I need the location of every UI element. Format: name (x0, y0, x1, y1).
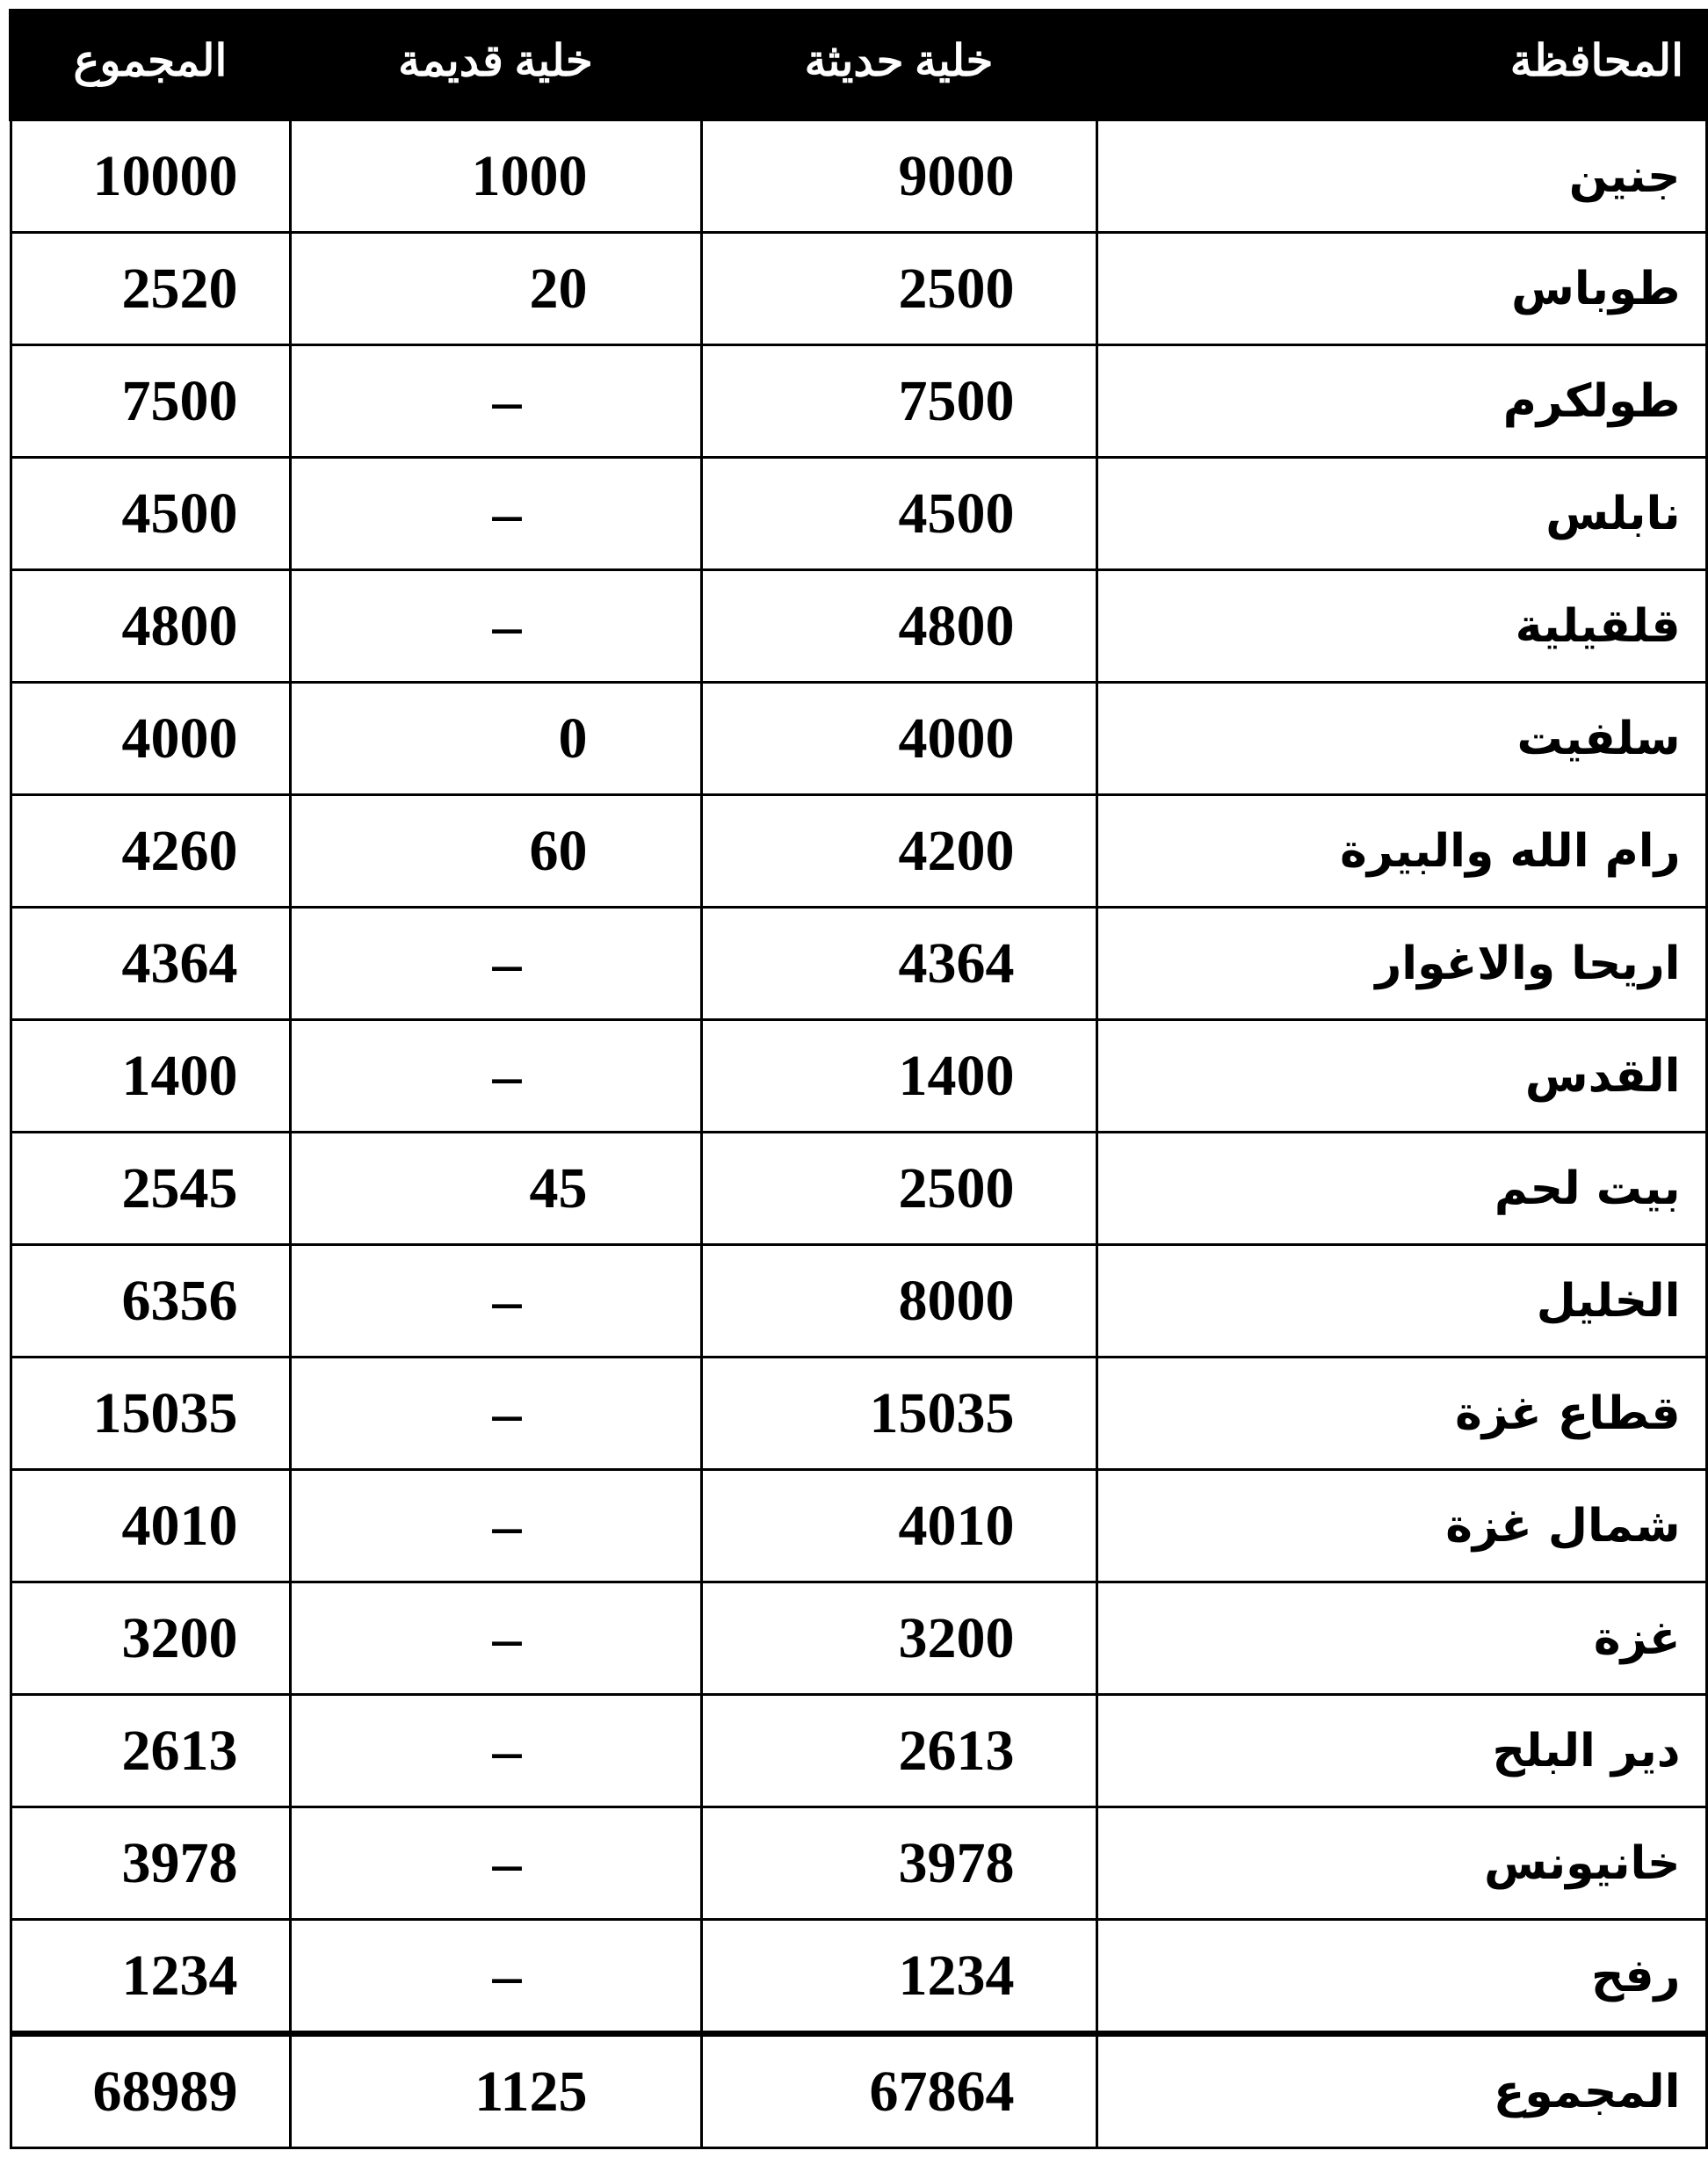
cell-new-cell: 9000 (701, 117, 1096, 233)
cell-governorate: سلفيت (1096, 683, 1706, 795)
cell-total: 4800 (11, 570, 290, 683)
cell-new-cell: 4500 (701, 458, 1096, 570)
cell-new-cell: 2500 (701, 233, 1096, 345)
cell-new-cell: 1234 (701, 1920, 1096, 2034)
table-row (11, 1920, 1706, 2034)
cell-new-cell: 7500 (701, 345, 1096, 458)
cell-total: 3978 (11, 1807, 290, 1920)
cell-total: 4260 (11, 795, 290, 908)
cell-new-cell: 4800 (701, 570, 1096, 683)
cell-new-cell: 3978 (701, 1807, 1096, 1920)
cell-governorate: بيت لحم (1096, 1133, 1706, 1245)
cell-governorate: القدس (1096, 1020, 1706, 1133)
table-row (11, 1245, 1706, 1358)
governorate-hives-table (9, 9, 1708, 2149)
cell-governorate: الخليل (1096, 1245, 1706, 1358)
cell-old-cell: 60 (290, 795, 701, 908)
cell-total: 1400 (11, 1020, 290, 1133)
cell-old-cell: – (290, 1582, 701, 1695)
cell-old-cell: – (290, 570, 701, 683)
cell-new-cell: 4200 (701, 795, 1096, 908)
cell-old-cell: – (290, 1807, 701, 1920)
cell-old-cell: 20 (290, 233, 701, 345)
cell-total: 4010 (11, 1470, 290, 1582)
table-row (11, 1582, 1706, 1695)
cell-new-cell: 4364 (701, 908, 1096, 1020)
cell-total: 3200 (11, 1582, 290, 1695)
cell-old-cell: 0 (290, 683, 701, 795)
cell-new-cell: 1400 (701, 1020, 1096, 1133)
table-row (11, 1470, 1706, 1582)
table-header (11, 9, 1706, 117)
cell-new-cell: 15035 (701, 1358, 1096, 1470)
cell-total: 15035 (11, 1358, 290, 1470)
cell-total: 4364 (11, 908, 290, 1020)
cell-governorate: طولكرم (1096, 345, 1706, 458)
cell-governorate: غزة (1096, 1582, 1706, 1695)
cell-governorate: نابلس (1096, 458, 1706, 570)
cell-old-cell: – (290, 1245, 701, 1358)
cell-old-cell: – (290, 458, 701, 570)
cell-new-cell: 2613 (701, 1695, 1096, 1807)
cell-new-cell: 4010 (701, 1470, 1096, 1582)
table-row (11, 795, 1706, 908)
cell-old-cell: – (290, 345, 701, 458)
cell-governorate: رام الله والبيرة (1096, 795, 1706, 908)
table-row (11, 683, 1706, 795)
table-row (11, 1358, 1706, 1470)
cell-total: 2545 (11, 1133, 290, 1245)
cell-old-cell: – (290, 1020, 701, 1133)
table-row (11, 1695, 1706, 1807)
table-row (11, 908, 1706, 1020)
cell-total: 7500 (11, 345, 290, 458)
header-governorate: المحافظة (1096, 9, 1706, 117)
cell-old-cell: – (290, 1920, 701, 2034)
cell-old-cell: – (290, 1695, 701, 1807)
table-row (11, 458, 1706, 570)
cell-old-cell: – (290, 1358, 701, 1470)
table-row (11, 570, 1706, 683)
cell-new-cell: 3200 (701, 1582, 1096, 1695)
grand-total: 68989 (11, 2034, 290, 2148)
cell-governorate: قلقيلية (1096, 570, 1706, 683)
cell-governorate: قطاع غزة (1096, 1358, 1706, 1470)
cell-total: 1234 (11, 1920, 290, 2034)
data-table-sheet (9, 9, 1704, 2149)
table-row (11, 1133, 1706, 1245)
table-row (11, 1020, 1706, 1133)
table-row (11, 1807, 1706, 1920)
total-label: المجموع (1096, 2034, 1706, 2148)
header-total: المجموع (11, 9, 290, 117)
cell-new-cell: 2500 (701, 1133, 1096, 1245)
total-old-cell: 1125 (290, 2034, 701, 2148)
header-row (11, 9, 1706, 117)
header-new-cell: خلية حديثة (701, 9, 1096, 117)
cell-total: 2613 (11, 1695, 290, 1807)
cell-old-cell: – (290, 1470, 701, 1582)
cell-governorate: خانيونس (1096, 1807, 1706, 1920)
cell-governorate: شمال غزة (1096, 1470, 1706, 1582)
cell-old-cell: 45 (290, 1133, 701, 1245)
table-row (11, 117, 1706, 233)
cell-governorate: رفح (1096, 1920, 1706, 2034)
cell-governorate: دير البلح (1096, 1695, 1706, 1807)
cell-new-cell: 4000 (701, 683, 1096, 795)
header-old-cell: خلية قديمة (290, 9, 701, 117)
cell-old-cell: – (290, 908, 701, 1020)
total-row (11, 2034, 1706, 2148)
table-body (11, 117, 1706, 2148)
cell-new-cell: 8000 (701, 1245, 1096, 1358)
cell-governorate: طوباس (1096, 233, 1706, 345)
cell-total: 4000 (11, 683, 290, 795)
cell-total: 2520 (11, 233, 290, 345)
table-row (11, 233, 1706, 345)
cell-total: 10000 (11, 117, 290, 233)
cell-total: 6356 (11, 1245, 290, 1358)
cell-total: 4500 (11, 458, 290, 570)
cell-governorate: اريحا والاغوار (1096, 908, 1706, 1020)
total-new-cell: 67864 (701, 2034, 1096, 2148)
table-row (11, 345, 1706, 458)
cell-old-cell: 1000 (290, 117, 701, 233)
cell-governorate: جنين (1096, 117, 1706, 233)
